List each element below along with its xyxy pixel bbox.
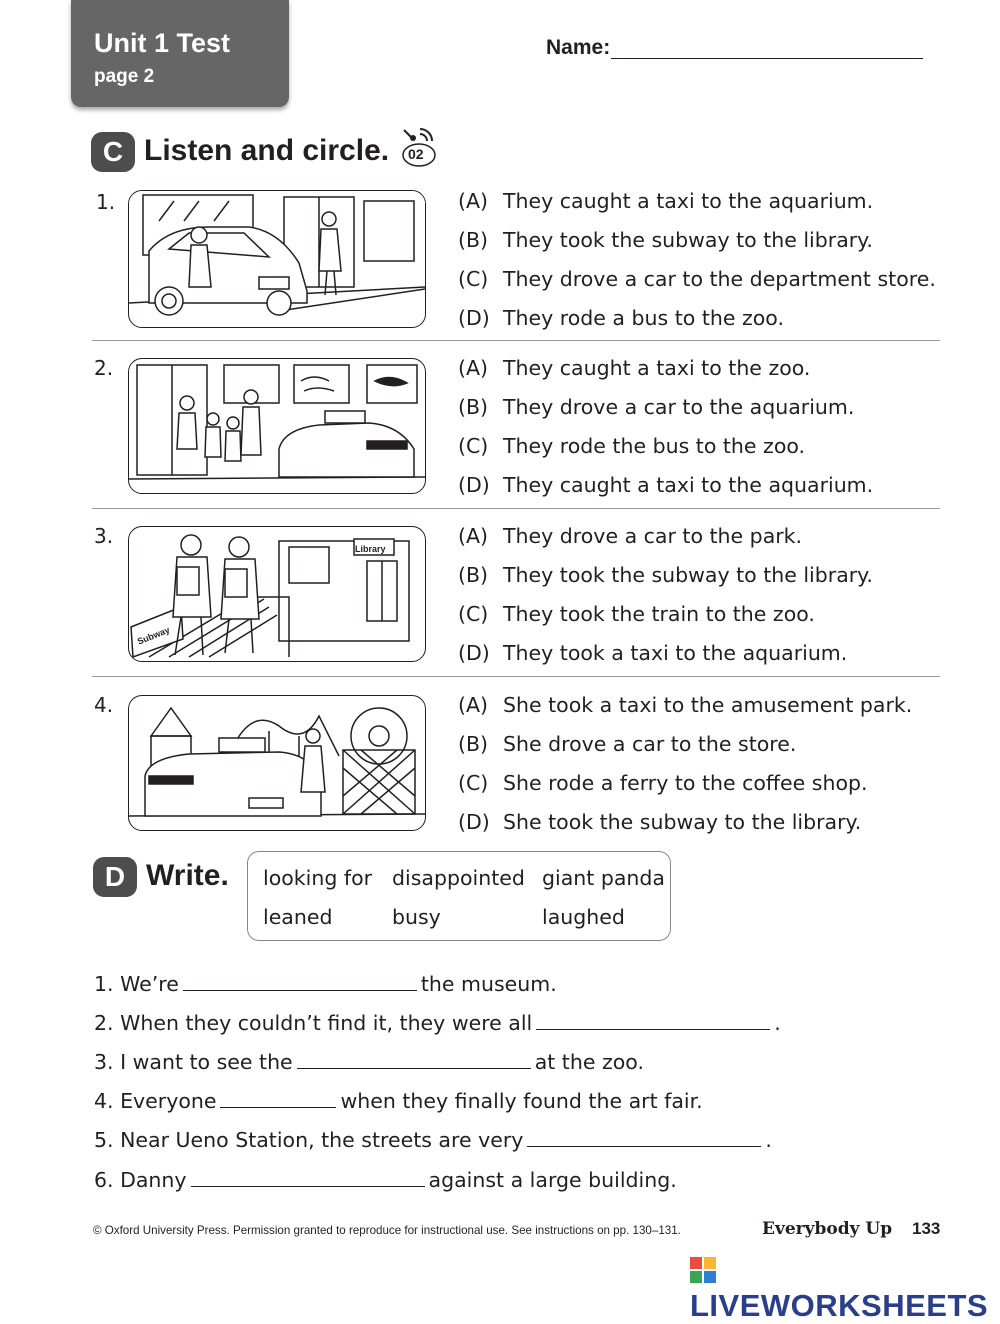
option-text: They caught a taxi to the aquarium.: [503, 473, 874, 497]
q2-option-c[interactable]: [458, 434, 805, 458]
sentence-1: [94, 972, 557, 996]
option-text: They drove a car to the aquarium.: [503, 395, 855, 419]
option-text: They took the train to the zoo.: [503, 602, 815, 626]
option-letter: (B): [458, 228, 489, 252]
word-bank-item: giant panda: [542, 866, 665, 890]
option-text: She took a taxi to the amusement park.: [503, 693, 913, 717]
question-1-picture: [128, 190, 426, 328]
word-bank-item: leaned: [263, 905, 333, 929]
q3-option-b[interactable]: [458, 563, 873, 587]
sentence-3: [94, 1050, 644, 1074]
option-text: They caught a taxi to the aquarium.: [503, 189, 874, 213]
option-text: She rode a ferry to the coffee shop.: [503, 771, 868, 795]
word-bank: [247, 851, 671, 941]
q4-option-a[interactable]: [458, 693, 912, 717]
option-letter: (D): [458, 473, 490, 497]
q1-option-b[interactable]: [458, 228, 873, 252]
q4-option-b[interactable]: [458, 732, 796, 756]
option-letter: (C): [458, 267, 489, 291]
question-2-number: 2.: [94, 356, 114, 380]
sentence-text: at the zoo.: [534, 1050, 644, 1074]
option-text: They drove a car to the department store.: [503, 267, 936, 291]
option-text: They took the subway to the library.: [503, 563, 873, 587]
name-label: Name:: [546, 36, 611, 59]
sentence-text: 1. We’re: [94, 972, 179, 996]
option-text: They took the subway to the library.: [503, 228, 873, 252]
sentence-text: .: [774, 1011, 781, 1035]
option-text: They took a taxi to the aquarium.: [503, 641, 848, 665]
name-field[interactable]: [611, 58, 923, 59]
copyright-text: © Oxford University Press. Permission granted to reproduce for instructional use. See instructions on pp. 130–131.: [93, 1224, 681, 1237]
option-letter: (D): [458, 810, 490, 834]
question-3-number: 3.: [94, 524, 114, 548]
library-sign: Library: [355, 544, 386, 554]
page-label: page 2: [94, 66, 155, 87]
option-letter: (A): [458, 524, 489, 548]
sentence-text: the museum.: [420, 972, 557, 996]
divider: [92, 340, 940, 341]
q2-option-b[interactable]: [458, 395, 854, 419]
answer-blank[interactable]: [536, 1013, 770, 1030]
section-d-badge: D: [93, 857, 137, 897]
unit-title: Unit 1 Test: [94, 28, 231, 58]
sentence-2: [94, 1011, 781, 1035]
q1-option-c[interactable]: [458, 267, 936, 291]
divider: [92, 676, 940, 677]
q4-option-d[interactable]: [458, 810, 861, 834]
sentence-text: 5. Near Ueno Station, the streets are very: [94, 1128, 524, 1152]
answer-blank[interactable]: [191, 1170, 425, 1187]
question-2-picture: [128, 358, 426, 494]
option-text: They drove a car to the park.: [503, 524, 803, 548]
option-text: They rode a bus to the zoo.: [503, 306, 784, 330]
section-c-title: Listen and circle.: [144, 134, 390, 167]
brand-name: Everybody Up: [762, 1219, 893, 1239]
option-letter: (D): [458, 306, 490, 330]
sentence-6: [94, 1168, 677, 1192]
audio-track-number: 02: [408, 146, 424, 162]
sentence-4: [94, 1089, 703, 1113]
sentence-text: 6. Danny: [94, 1168, 187, 1192]
option-letter: (C): [458, 602, 489, 626]
option-letter: (C): [458, 771, 489, 795]
option-letter: (B): [458, 395, 489, 419]
sentence-text: 2. When they couldn’t find it, they were all: [94, 1011, 533, 1035]
liveworksheets-watermark[interactable]: [690, 1252, 1000, 1324]
option-letter: (B): [458, 732, 489, 756]
word-bank-item: looking for: [263, 866, 373, 890]
answer-blank[interactable]: [527, 1130, 761, 1147]
option-text: They rode the bus to the zoo.: [503, 434, 806, 458]
option-letter: (D): [458, 641, 490, 665]
subway-sign: Subway: [135, 624, 172, 647]
answer-blank[interactable]: [220, 1091, 336, 1108]
q2-option-a[interactable]: [458, 356, 810, 380]
q1-option-a[interactable]: [458, 189, 873, 213]
option-text: She drove a car to the store.: [503, 732, 797, 756]
option-letter: (A): [458, 693, 489, 717]
word-bank-item: laughed: [542, 905, 625, 929]
option-letter: (A): [458, 189, 489, 213]
q1-option-d[interactable]: [458, 306, 784, 330]
answer-blank[interactable]: [297, 1052, 531, 1069]
question-4-picture: [128, 695, 426, 831]
watermark-text: LIVEWORKSHEETS: [690, 1288, 989, 1323]
sentence-text: 4. Everyone: [94, 1089, 217, 1113]
question-1-number: 1.: [96, 190, 116, 214]
option-letter: (A): [458, 356, 489, 380]
word-bank-item: disappointed: [392, 866, 525, 890]
divider: [92, 508, 940, 509]
word-bank-item: busy: [392, 905, 441, 929]
q3-option-d[interactable]: [458, 641, 847, 665]
q3-option-c[interactable]: [458, 602, 815, 626]
sentence-text: when they finally found the art fair.: [340, 1089, 703, 1113]
option-text: They caught a taxi to the zoo.: [503, 356, 811, 380]
liveworksheets-logo-icon: [690, 1255, 716, 1281]
option-text: She took the subway to the library.: [503, 810, 862, 834]
page-number: 133: [912, 1219, 941, 1238]
option-letter: (C): [458, 434, 489, 458]
audio-icon[interactable]: [398, 126, 442, 168]
answer-blank[interactable]: [183, 974, 417, 991]
sentence-text: 3. I want to see the: [94, 1050, 293, 1074]
sentence-text: against a large building.: [428, 1168, 677, 1192]
option-letter: (B): [458, 563, 489, 587]
question-3-picture: [128, 526, 426, 662]
unit-tab: [71, 0, 289, 107]
section-c-badge: C: [91, 132, 135, 172]
q4-option-c[interactable]: [458, 771, 868, 795]
question-4-number: 4.: [94, 693, 114, 717]
q2-option-d[interactable]: [458, 473, 873, 497]
sentence-5: [94, 1128, 772, 1152]
sentence-text: .: [765, 1128, 772, 1152]
section-d-title: Write.: [146, 859, 229, 892]
q3-option-a[interactable]: [458, 524, 802, 548]
